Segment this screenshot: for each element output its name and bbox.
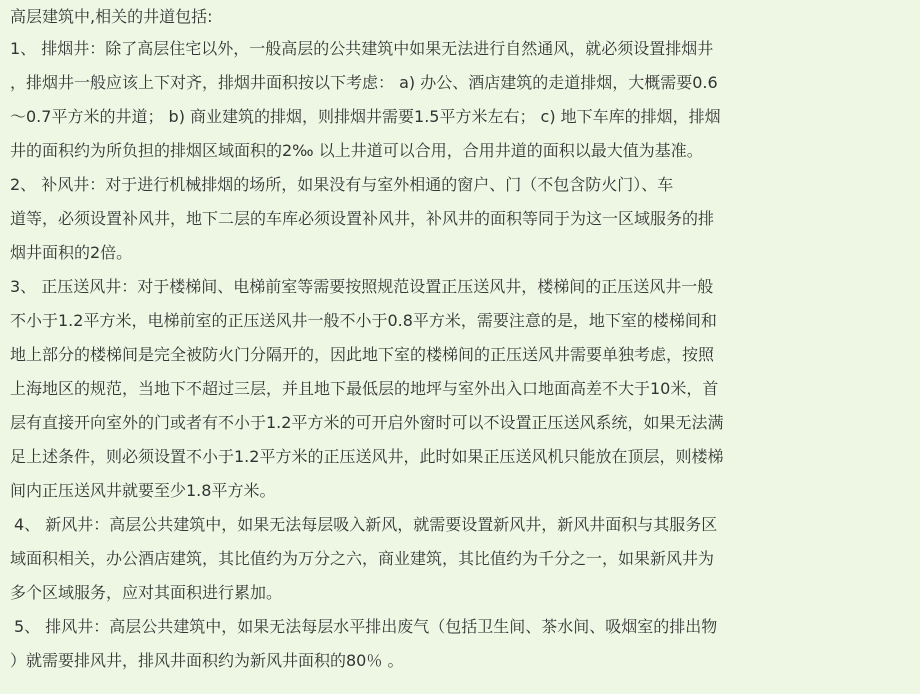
text-line: 足上述条件，则必须设置不小于1.2平方米的正压送风井，此时如果正压送风机只能放在顶层，则楼梯 xyxy=(10,447,724,466)
text-line: 井的面积约为所负担的排烟区域面积的2‰ 以上井道可以合用，合用井道的面积以最大值为基准。 xyxy=(10,141,703,160)
text-line: 域面积相关，办公酒店建筑，其比值约为万分之六，商业建筑，其比值约为千分之一，如果新风井为 xyxy=(10,549,715,568)
text-line: ～0.7平方米的井道； b) 商业建筑的排烟，则排烟井需要1.5平方米左右； c) 地下车库的排烟，排烟 xyxy=(10,107,721,126)
text-line: 多个区域服务，应对其面积进行累加。 xyxy=(10,583,283,602)
text-line: ，排烟井一般应该上下对齐，排烟井面积按以下考虑： a) 办公、酒店建筑的走道排烟，大概需要0.6 xyxy=(10,73,718,92)
text-line: 5、 排风井：高层公共建筑中，如果无法每层水平排出废气（包括卫生间、茶水间、吸烟室的排出物 xyxy=(14,617,718,636)
text-line: ）就需要排风井，排风井面积约为新风井面积的80％ 。 xyxy=(10,651,404,670)
text-line: 3、 正压送风井：对于楼梯间、电梯前室等需要按照规范设置正压送风井，楼梯间的正压送风井一般 xyxy=(10,277,714,296)
text-line: 间内正压送风井就要至少1.8平方米。 xyxy=(10,481,276,500)
text-line: 层有直接开向室外的门或者有不小于1.2平方米的可开启外窗时可以不设置正压送风系统，如果无法满 xyxy=(10,413,724,432)
text-line: 2、 补风井：对于进行机械排烟的场所，如果没有与室外相通的窗户、门（不包含防火门）、车 xyxy=(10,175,674,194)
text-line: 道等，必须设置补风井，地下二层的车库必须设置补风井，补风井的面积等同于为这一区域服务的排 xyxy=(10,209,715,228)
intro-line: 高层建筑中,相关的井道包括: xyxy=(10,7,213,26)
text-line: 烟井面积的2倍。 xyxy=(10,243,133,262)
text-line: 4、 新风井：高层公共建筑中，如果无法每层吸入新风，就需要设置新风井，新风井面积与其服务区 xyxy=(14,515,718,534)
text-line: 上海地区的规范，当地下不超过三层，并且地下最低层的地坪与室外出入口地面高差不大于10米，首 xyxy=(10,379,719,398)
text-line: 不小于1.2平方米，电梯前室的正压送风井一般不小于0.8平方米，需要注意的是，地下室的楼梯间和 xyxy=(10,311,717,330)
text-line: 1、 排烟井：除了高层住宅以外，一般高层的公共建筑中如果无法进行自然通风，就必须设置排烟井 xyxy=(10,39,714,58)
text-line: 地上部分的楼梯间是完全被防火门分隔开的，因此地下室的楼梯间的正压送风井需要单独考虑，按照 xyxy=(10,345,715,364)
